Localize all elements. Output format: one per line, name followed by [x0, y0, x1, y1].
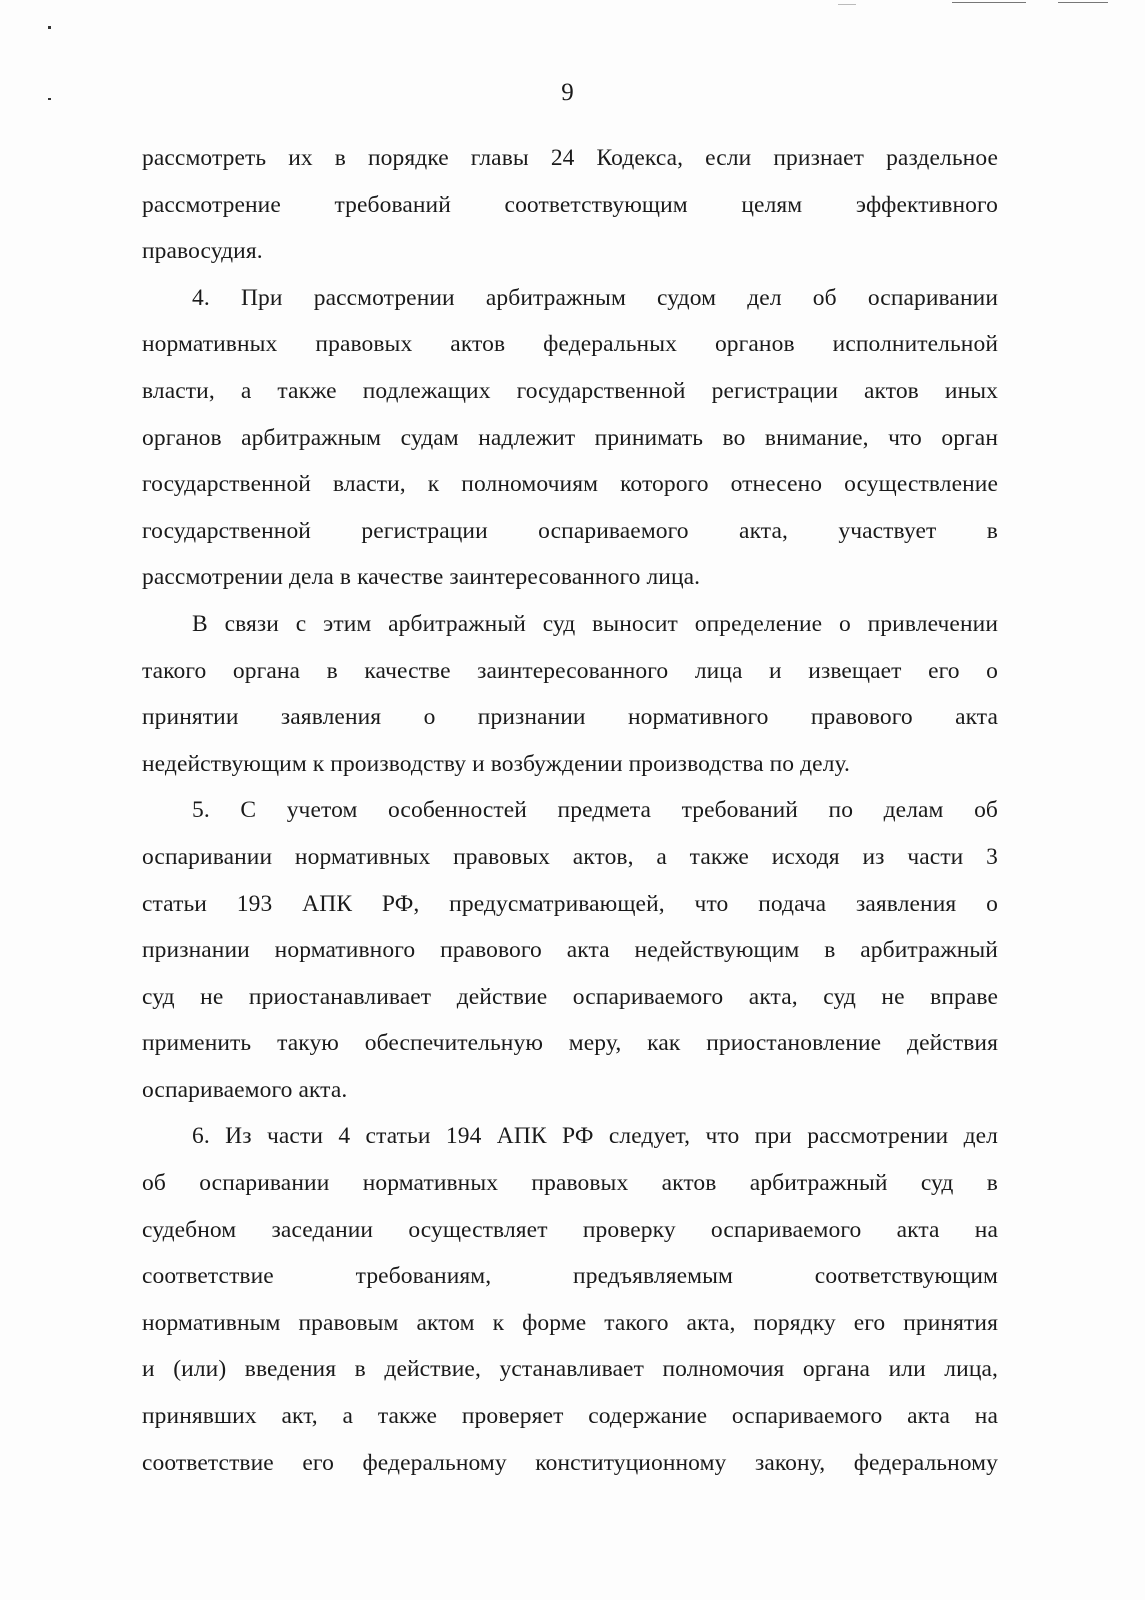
text-line: государственной регистрации оспариваемого акта, участвует в: [142, 517, 998, 544]
text-line: недействующим к производству и возбуждении производства по делу.: [142, 750, 851, 777]
paragraph: [142, 787, 998, 1113]
document-body: [142, 135, 998, 1486]
scan-dot: [48, 26, 51, 29]
page-number: 9: [561, 79, 574, 106]
text-line: нормативных правовых актов федеральных органов исполнительной: [142, 331, 998, 358]
text-line: рассмотрении дела в качестве заинтересованного лица.: [142, 564, 701, 591]
paragraph: [142, 601, 998, 787]
text-line: об оспаривании нормативных правовых актов арбитражный суд в: [142, 1170, 998, 1197]
scan-line: [1058, 2, 1108, 3]
text-line: рассмотреть их в порядке главы 24 Кодекса, если признает раздельное: [142, 145, 998, 171]
text-line: принявших акт, а также проверяет содержание оспариваемого акта на: [142, 1403, 998, 1430]
text-line: власти, а также подлежащих государственной регистрации актов иных: [142, 377, 998, 404]
text-line: 6. Из части 4 статьи 194 АПК РФ следует, что при рассмотрении дел: [192, 1123, 998, 1150]
paragraph: [142, 275, 998, 601]
text-line: и (или) введения в действие, устанавливает полномочия органа или лица,: [142, 1356, 998, 1383]
text-line: В связи с этим арбитражный суд выносит определение о привлечении: [192, 610, 998, 637]
text-line: суд не приостанавливает действие оспариваемого акта, суд не вправе: [142, 983, 998, 1010]
text-line: рассмотрение требований соответствующим целям эффективного: [142, 191, 998, 218]
text-line: статьи 193 АПК РФ, предусматривающей, что подача заявления о: [142, 890, 998, 917]
text-line: принятии заявления о признании нормативного правового акта: [142, 704, 998, 731]
text-line: нормативным правовым актом к форме такого акта, порядку его принятия: [142, 1309, 998, 1336]
text-line: 5. С учетом особенностей предмета требований по делам об: [192, 797, 998, 824]
text-line: судебном заседании осуществляет проверку оспариваемого акта на: [142, 1216, 998, 1243]
scan-line: [838, 4, 856, 5]
text-line: применить такую обеспечительную меру, как приостановление действия: [142, 1030, 998, 1057]
text-line: соответствие его федеральному конституционному закону, федеральному: [142, 1449, 998, 1476]
text-line: соответствие требованиям, предъявляемым соответствующим: [142, 1263, 998, 1290]
paragraph: [142, 1113, 998, 1486]
text-line: правосудия.: [142, 238, 263, 265]
text-line: признании нормативного правового акта недействующим в арбитражный: [142, 937, 998, 964]
text-line: оспариваемого акта.: [142, 1076, 348, 1103]
text-line: органов арбитражным судам надлежит принимать во внимание, что орган: [142, 424, 998, 451]
text-line: 4. При рассмотрении арбитражным судом дел об оспаривании: [192, 284, 998, 311]
text-line: государственной власти, к полномочиям которого отнесено осуществление: [142, 471, 998, 498]
scan-line: [952, 2, 1026, 3]
text-line: такого органа в качестве заинтересованного лица и извещает его о: [142, 657, 998, 684]
text-line: оспаривании нормативных правовых актов, а также исходя из части 3: [142, 843, 998, 870]
paragraph: [142, 135, 998, 275]
